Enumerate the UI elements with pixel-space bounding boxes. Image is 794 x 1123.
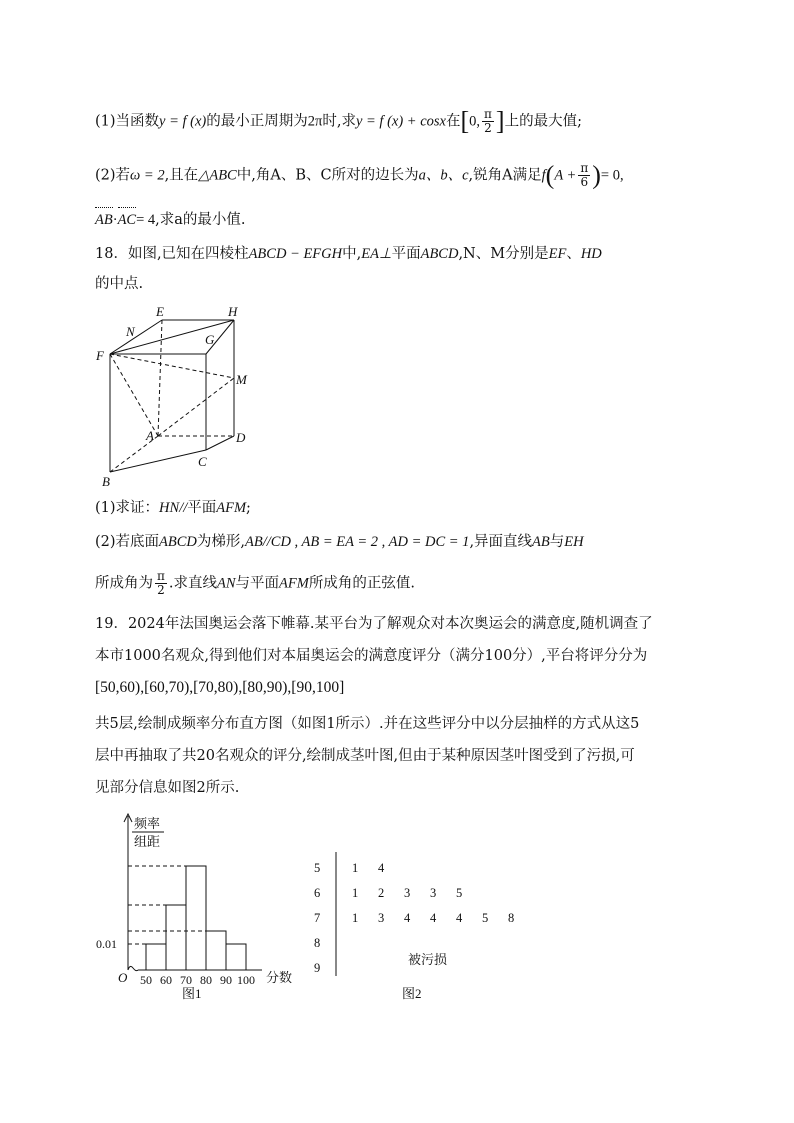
q17-p2-text3: 中,角A、B、C所对的边长为 <box>236 167 419 184</box>
q18-stem <box>95 244 602 264</box>
label-f: F <box>96 348 104 363</box>
label-g: G <box>205 332 215 347</box>
segment-hd: HD <box>580 246 602 262</box>
label-n: N <box>126 324 135 339</box>
q18-text3: 平面 <box>391 246 421 262</box>
plane-afm: AFM <box>216 500 247 516</box>
q18-p2-text4: 与 <box>549 534 565 550</box>
base-abcd: ABCD <box>159 534 197 550</box>
q17-p3-text: ,求a的最小值. <box>155 212 246 228</box>
edge-fe <box>110 320 162 354</box>
origin-label: O <box>118 970 128 985</box>
interval-left-bracket: [ <box>460 106 470 136</box>
histogram-bar <box>186 866 206 970</box>
q19-line6: 见部分信息如图2所示. <box>95 780 240 796</box>
line-ab: AB <box>532 534 550 550</box>
q18-p3-text3: 与平面 <box>235 575 280 592</box>
stem-leaf-figure <box>300 850 540 1010</box>
q18-text4: ,N、M分别是 <box>458 246 549 262</box>
leaf-value: 3 <box>430 886 437 900</box>
right-paren: ) <box>592 160 601 190</box>
xlabel: 分数 <box>266 970 293 985</box>
left-paren: ( <box>545 160 555 190</box>
ylabel-den: 组距 <box>134 834 161 849</box>
histogram-bar <box>226 944 246 970</box>
q17-part1 <box>95 108 582 135</box>
ytick-label: 0.01 <box>96 937 117 951</box>
q18-p1-text2: 平面 <box>187 500 217 516</box>
x-tick-label: 100 <box>237 973 255 987</box>
x-tick-label: 70 <box>180 973 192 987</box>
q18-text: 18．如图,已知在四棱柱 <box>95 246 249 262</box>
perp-condition: EA⊥ <box>361 246 392 262</box>
edge-ea <box>158 320 162 436</box>
leaf-value: 3 <box>404 886 411 900</box>
label-b: B <box>102 474 110 489</box>
q18-text5: 、 <box>566 246 581 262</box>
x-tick-label: 50 <box>140 973 152 987</box>
fraction-pi-over-2b: $\frac{\pi}{2}$ <box>157 569 165 597</box>
axis-break <box>128 966 138 970</box>
plane-afm-2: AFM <box>279 575 309 592</box>
q17-func: y = f (x) <box>159 113 207 130</box>
interval-start: 0, <box>469 113 481 130</box>
func-f: f <box>541 167 546 184</box>
leaf-value: 3 <box>378 911 385 925</box>
figure1-caption: 图1 <box>182 986 202 1001</box>
q18-p1-text: (1)求证： <box>95 500 160 516</box>
q19-line1: 19．2024年法国奥运会落下帷幕.某平台为了解观众对本次奥运会的满意度,随机调查了 <box>95 616 653 632</box>
x-tick-label: 90 <box>220 973 232 987</box>
leaf-value: 4 <box>378 861 385 875</box>
q17-p2-text: (2)若 <box>95 167 131 184</box>
leaf-value: 4 <box>456 911 463 925</box>
leaf-value: 1 <box>352 886 359 900</box>
q18-p2-text3: ,异面直线 <box>469 534 533 550</box>
leaf-value: 1 <box>352 911 359 925</box>
x-tick-label: 80 <box>200 973 212 987</box>
q17-p1-text4: 在 <box>445 113 461 130</box>
q19-intervals: [50,60),[60,70),[70,80),[80,90),[90,100] <box>95 679 345 696</box>
leaf-value: 5 <box>456 886 463 900</box>
q18-p3-text: 所成角为 <box>95 575 153 592</box>
stem-value: 7 <box>314 911 321 925</box>
q17-p2-text2: ,且在 <box>164 167 199 184</box>
edge-bc <box>110 450 206 472</box>
trapezoid-conditions: AB//CD , AB = EA = 2 , AD = DC = 1 <box>245 534 470 550</box>
q19-line5: 层中再抽取了共20名观众的评分,绘制成茎叶图,但由于某种原因茎叶图受到了污损,可 <box>95 748 635 764</box>
stem-value: 9 <box>314 961 321 975</box>
q18-text2: 中, <box>342 246 362 262</box>
segment-fa <box>110 354 158 436</box>
leaf-value: 4 <box>430 911 437 925</box>
hn-parallel: HN// <box>159 500 188 516</box>
label-e: E <box>156 304 164 319</box>
histogram-bar <box>166 905 186 970</box>
figure2-caption: 图2 <box>402 986 422 1001</box>
q18-stem-line2: 的中点. <box>95 276 144 292</box>
label-a: A <box>146 428 154 443</box>
q19-line2: 本市1000名观众,得到他们对本届奥运会的满意度评分（满分100分）,平台将评分分为 <box>95 648 648 664</box>
label-m: M <box>236 372 247 387</box>
q18-part3 <box>95 570 415 597</box>
leaf-value: 1 <box>352 861 359 875</box>
segment-ef: EF <box>548 246 567 262</box>
q17-p1-text3: 时,求 <box>322 113 356 130</box>
q17-p1-text5: 上的最大值; <box>504 113 582 130</box>
stem-value: 8 <box>314 936 321 950</box>
ylabel-num: 频率 <box>134 816 161 831</box>
q17-part2 <box>95 162 624 189</box>
q17-p1-text2: 的最小正周期为 <box>206 113 308 130</box>
q18-p2-text: (2)若底面 <box>95 534 160 550</box>
segment-am <box>158 378 234 436</box>
q17-part3 <box>95 210 246 230</box>
leaf-value: 4 <box>404 911 411 925</box>
histogram-figure <box>90 808 320 1008</box>
triangle-abc: △ABC <box>198 167 237 184</box>
histogram-bar <box>206 931 226 970</box>
q17-p2-text4: ,锐角A满足 <box>468 167 542 184</box>
leaf-value: 8 <box>508 911 515 925</box>
q18-p3-text2: .求直线 <box>168 575 217 592</box>
equals-zero: = 0, <box>600 167 624 184</box>
stem-value: 6 <box>314 886 321 900</box>
plane-abcd: ABCD <box>420 246 459 262</box>
vector-ab: AB <box>95 212 113 228</box>
label-h: H <box>228 304 238 319</box>
vector-ac: AC <box>117 212 137 228</box>
q17-func2: y = f (x) + cosx <box>355 113 446 130</box>
prism-figure <box>90 300 260 490</box>
q17-period: 2π <box>307 113 323 130</box>
label-c: C <box>198 454 207 469</box>
edge-cd <box>206 436 234 450</box>
leaf-value: 2 <box>378 886 385 900</box>
prism-name: ABCD − EFGH <box>248 246 343 262</box>
dot-value: = 4 <box>136 212 156 228</box>
line-an: AN <box>217 575 236 592</box>
sides: a、b、c <box>418 167 469 184</box>
label-d: D <box>236 430 246 445</box>
fraction-pi-over-2: $\frac{\pi}{2}$ <box>484 107 492 135</box>
leaf-value: 5 <box>482 911 489 925</box>
x-tick-label: 60 <box>160 973 172 987</box>
stem-value: 5 <box>314 861 321 875</box>
omega-value: ω = 2 <box>130 167 165 184</box>
fraction-pi-over-6: $\frac{\pi}{6}$ <box>580 161 589 189</box>
q17-p1-text: (1)当函数 <box>95 113 160 130</box>
q18-part1 <box>95 498 251 518</box>
q18-part2 <box>95 532 584 552</box>
q18-p1-text3: ; <box>246 500 251 516</box>
q18-p3-text4: 所成角的正弦值. <box>308 575 415 592</box>
func-arg: A + <box>554 167 577 184</box>
damaged-label: 被污损 <box>408 952 448 967</box>
q19-line4: 共5层,绘制成频率分布直方图（如图1所示）.并在这些评分中以分层抽样的方式从这5 <box>95 716 640 732</box>
line-eh: EH <box>564 534 584 550</box>
interval-right-bracket: ] <box>495 106 505 136</box>
segment-fm <box>110 354 234 378</box>
dot-product: · <box>112 212 118 228</box>
q18-p2-text2: 为梯形, <box>196 534 246 550</box>
histogram-bar <box>146 944 166 970</box>
